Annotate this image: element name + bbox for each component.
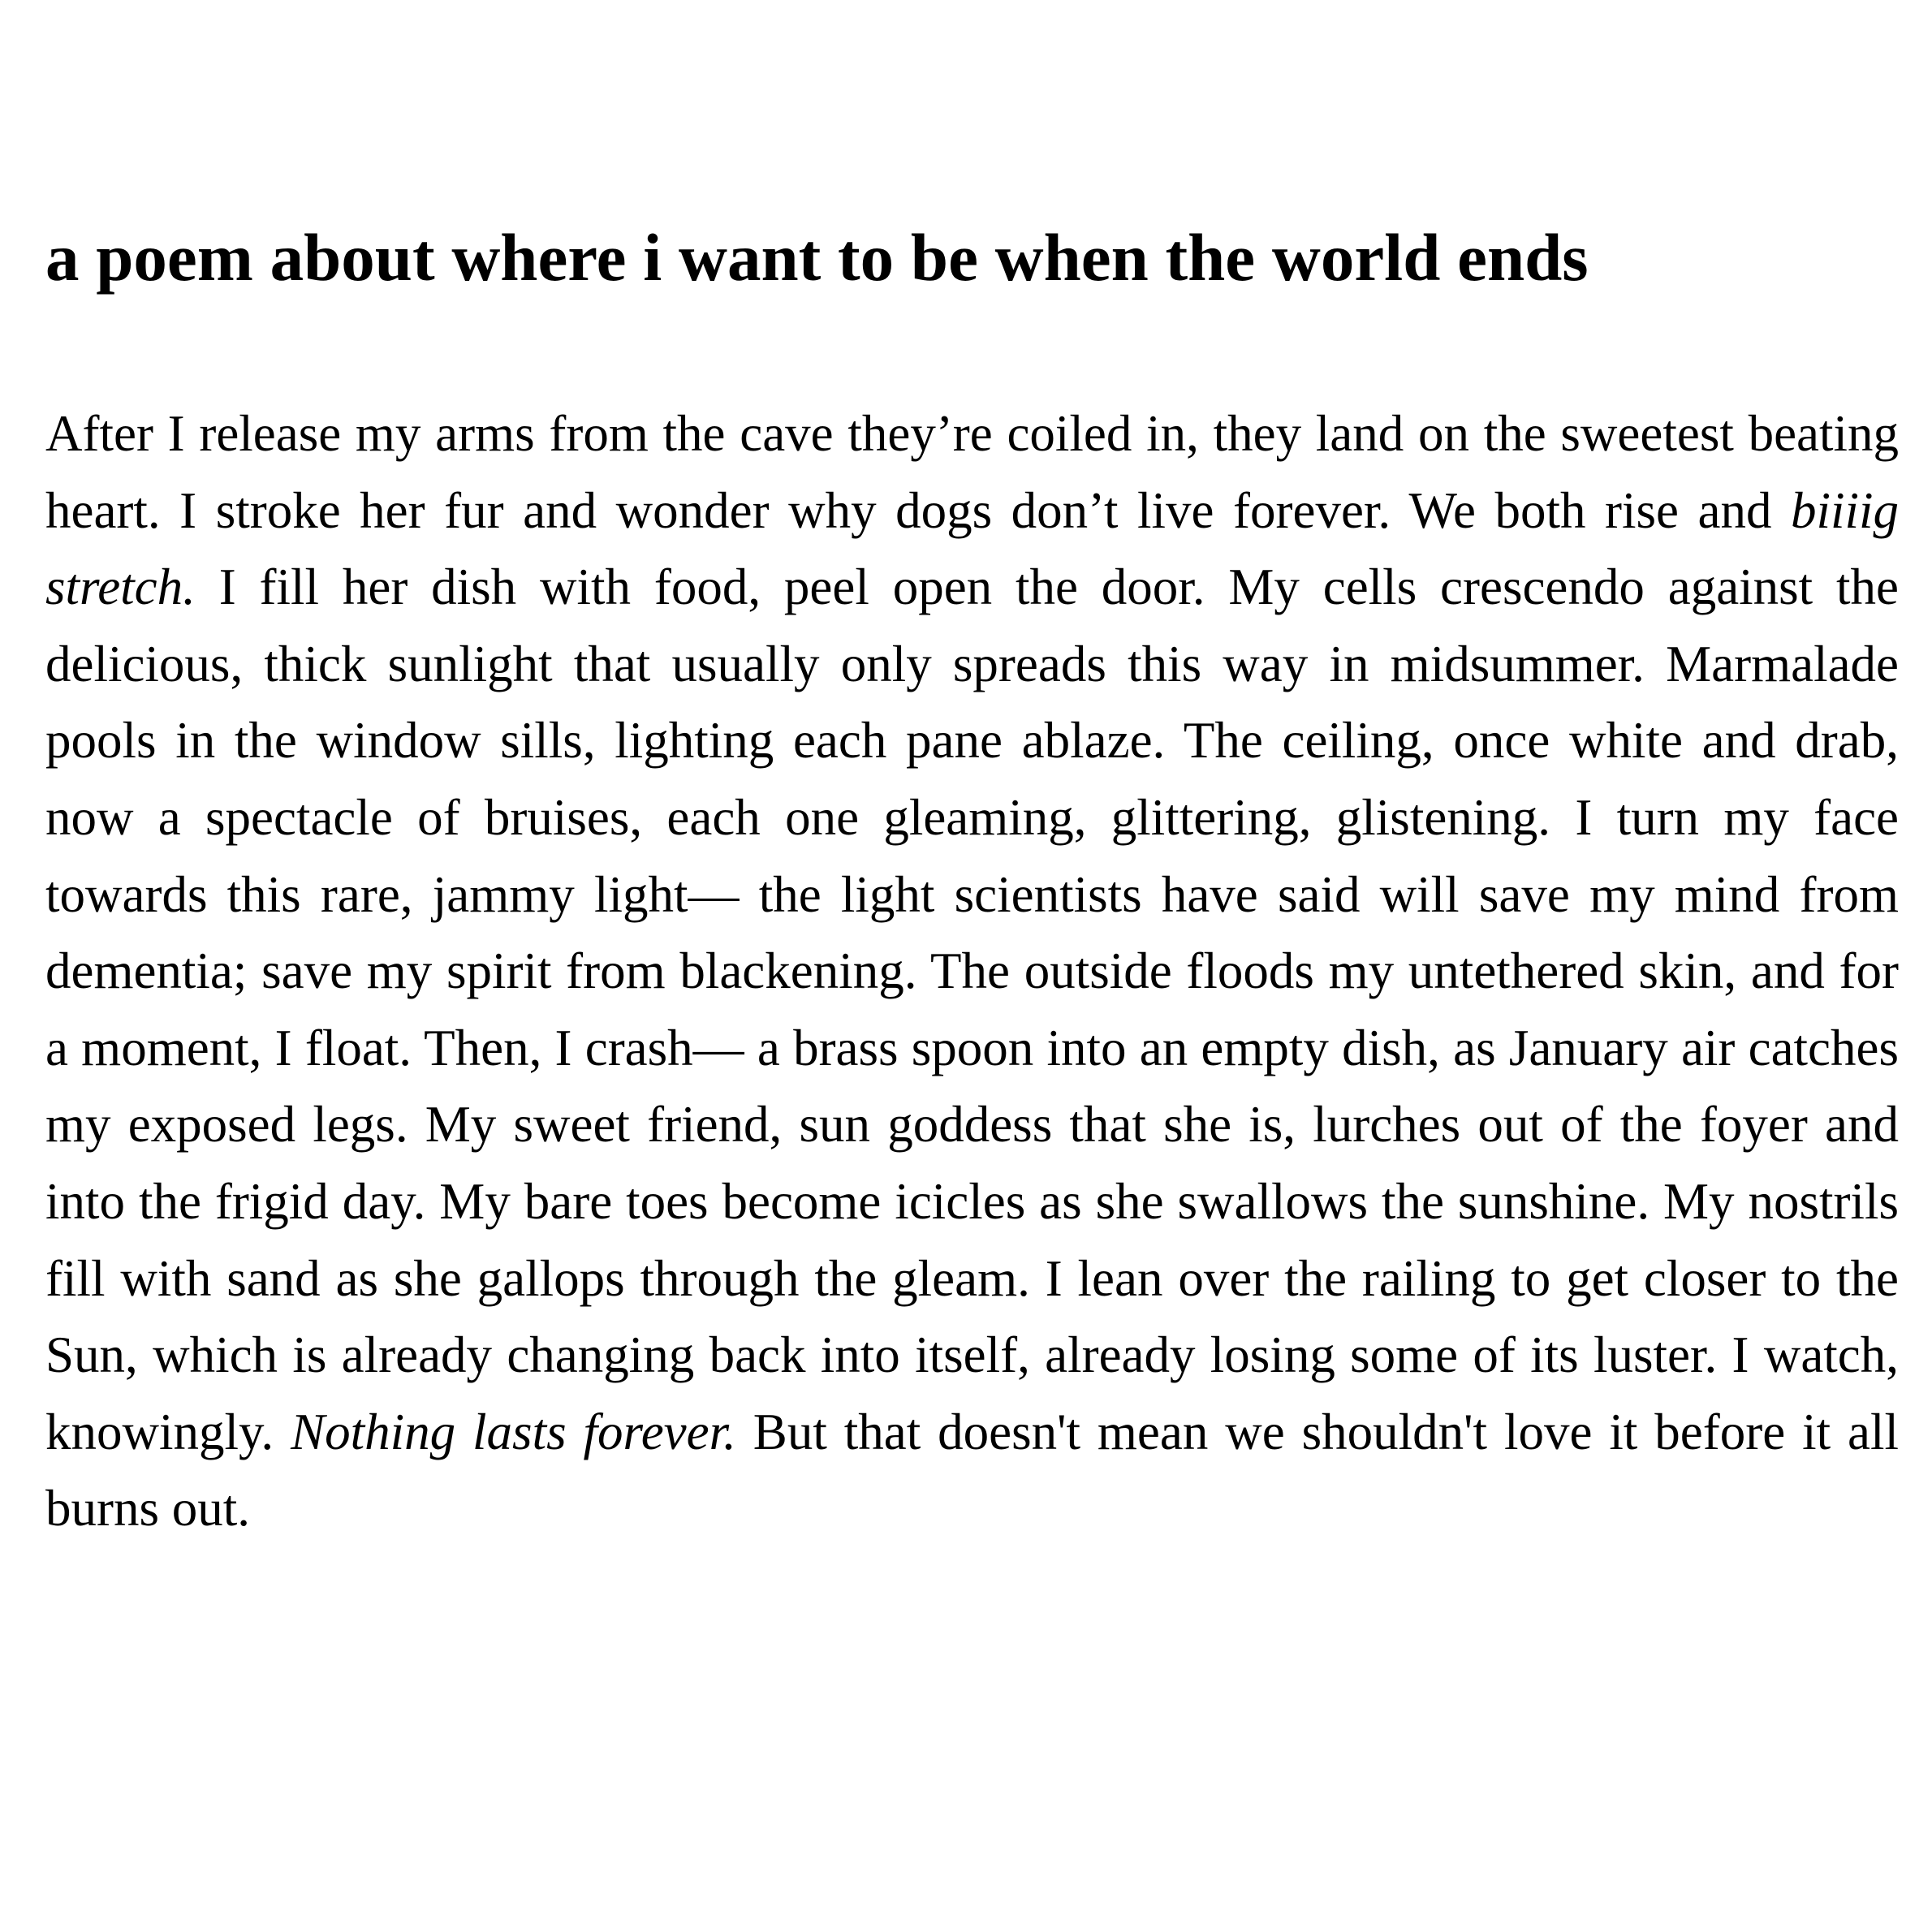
- poem-text-part-1: After I release my arms from the cave they’re coiled in, they land on the sweetest beating heart. I stroke her fur and wonder why dogs don’t live forever. We both rise and: [45, 405, 1899, 539]
- poem-italic-nothing-lasts: Nothing lasts forever.: [291, 1403, 736, 1460]
- poem-italic-stretch: biiiig stretch.: [45, 481, 1899, 616]
- poem-body: [45, 395, 1899, 1547]
- poem-text-part-3: But that doesn't mean we shouldn't love it before it all burns out.: [45, 1403, 1899, 1537]
- poem-text-part-2: I fill her dish with food, peel open the door. My cells crescendo against the delicious, thick sunlight that usually only spreads this way in midsummer. Marmalade pools in the window sills, lighting each pane ablaze. The ceiling, once white and drab, now a spectacle of bruises, each one gleaming, glittering, glistening. I turn my face towards this rare, jammy light— the light scientists have said will save my mind from dementia; save my spirit from blackening. The outside floods my untethered skin, and for a moment, I float. Then, I crash— a brass spoon into an empty dish, as January air catches my exposed legs. My sweet friend, sun goddess that she is, lurches out of the foyer and into the frigid day. My bare toes become icicles as she swallows the sunshine. My nostrils fill with sand as she gallops through the gleam. I lean over the railing to get closer to the Sun, which is already changing back into itself, already losing some of its luster. I watch, knowingly.: [45, 558, 1899, 1460]
- poem-title: a poem about where i want to be when the world ends: [45, 220, 1589, 295]
